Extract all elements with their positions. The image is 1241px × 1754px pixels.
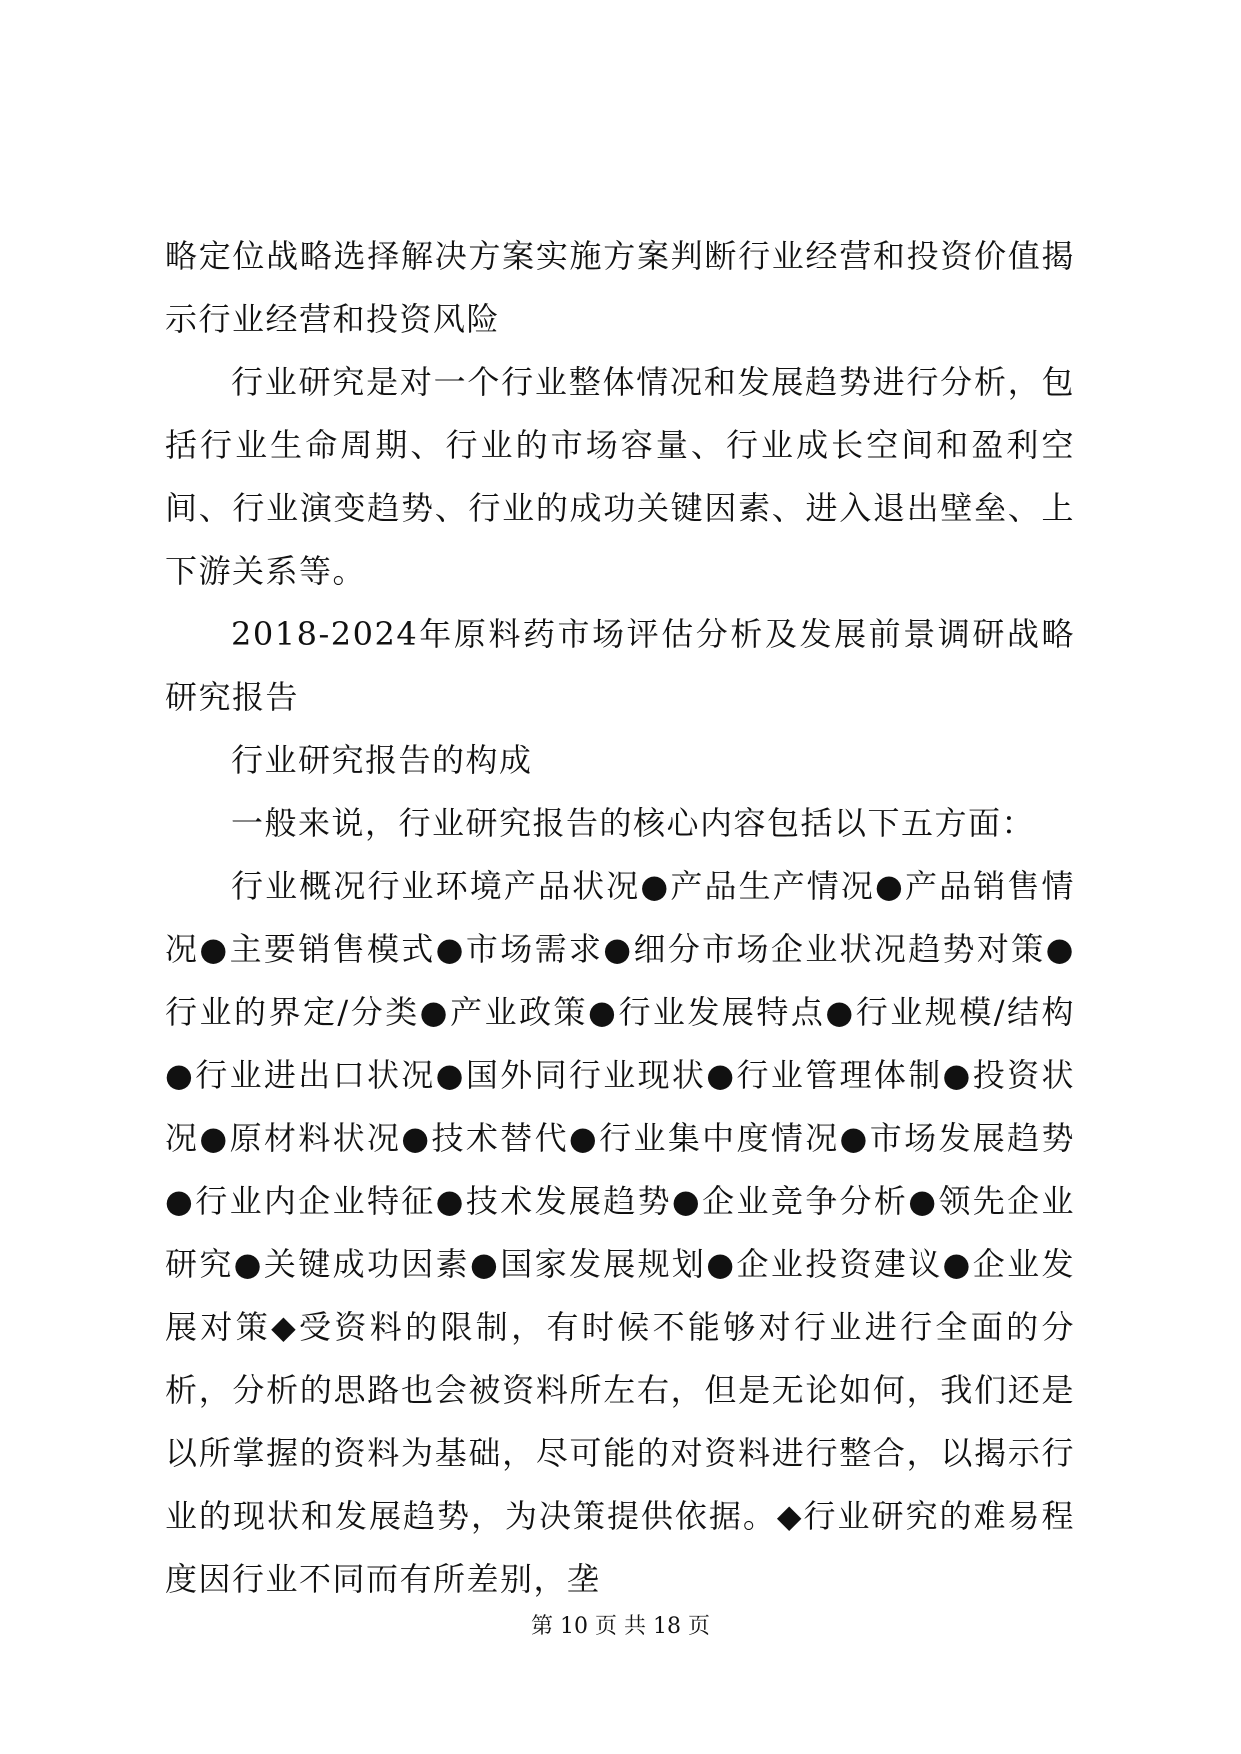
document-body: [165, 225, 1075, 1611]
paragraph-4: 行业研究报告的构成: [231, 741, 533, 779]
paragraph-1: 略定位战略选择解决方案实施方案判断行业经营和投资价值揭示行业经营和投资风险: [165, 237, 1075, 338]
paragraph-6: 行业概况行业环境产品状况●产品生产情况●产品销售情况●主要销售模式●市场需求●细分市场企业状况趋势对策●行业的界定/分类●产业政策●行业发展特点●行业规模/结构●行业进出口状况●国外同行业现状●行业管理体制●投资状况●原材料状况●技术替代●行业集中度情况●市场发展趋势●行业内企业特征●技术发展趋势●企业竞争分析●领先企业研究●关键成功因素●国家发展规划●企业投资建议●企业发展对策◆受资料的限制，有时候不能够对行业进行全面的分析，分析的思路也会被资料所左右，但是无论如何，我们还是以所掌握的资料为基础，尽可能的对资料进行整合，以揭示行业的现状和发展趋势，为决策提供依据。◆行业研究的难易程度因行业不同而有所差别，垄: [165, 867, 1075, 1598]
page-number-label: 第 10 页 共 18 页: [531, 1614, 710, 1639]
paragraph-3: 2018-2024年原料药市场评估分析及发展前景调研战略研究报告: [165, 615, 1075, 716]
paragraph-2: 行业研究是对一个行业整体情况和发展趋势进行分析，包括行业生命周期、行业的市场容量、行业成长空间和盈利空间、行业演变趋势、行业的成功关键因素、进入退出壁垒、上下游关系等。: [165, 363, 1075, 590]
paragraph-5: 一般来说，行业研究报告的核心内容包括以下五方面：: [231, 804, 1036, 842]
page-footer: [0, 1612, 1241, 1642]
